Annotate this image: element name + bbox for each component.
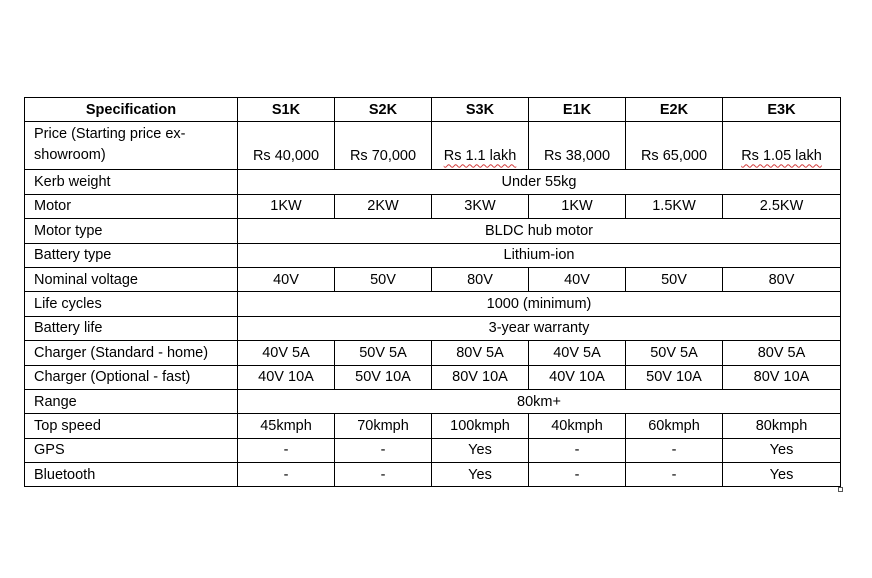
price-s3k [432, 122, 529, 170]
header-specification: Specification [25, 98, 238, 122]
top-speed-s1k: 45kmph [238, 414, 335, 438]
header-model-s1k: S1K [238, 98, 335, 122]
battery-life-value: 3-year warranty [238, 316, 841, 340]
voltage-e3k: 80V [723, 267, 841, 291]
header-model-e2k: E2K [626, 98, 723, 122]
top-speed-e2k: 60kmph [626, 414, 723, 438]
specification-table [24, 97, 841, 487]
charger-standard-e3k: 80V 5A [723, 341, 841, 365]
charger-standard-s3k: 80V 5A [432, 341, 529, 365]
price-e3k [723, 122, 841, 170]
row-top-speed [25, 414, 841, 438]
row-kerb-weight [25, 170, 841, 194]
row-gps [25, 438, 841, 462]
voltage-e1k: 40V [529, 267, 626, 291]
header-model-s2k: S2K [335, 98, 432, 122]
voltage-s2k: 50V [335, 267, 432, 291]
row-battery-type [25, 243, 841, 267]
bluetooth-e3k: Yes [723, 463, 841, 487]
charger-fast-e1k: 40V 10A [529, 365, 626, 389]
motor-e2k: 1.5KW [626, 194, 723, 218]
row-motor [25, 194, 841, 218]
motor-s2k: 2KW [335, 194, 432, 218]
row-label: Battery type [25, 243, 238, 267]
gps-s2k: - [335, 438, 432, 462]
charger-fast-s3k: 80V 10A [432, 365, 529, 389]
header-row [25, 98, 841, 122]
bluetooth-s2k: - [335, 463, 432, 487]
top-speed-e1k: 40kmph [529, 414, 626, 438]
row-label: Top speed [25, 414, 238, 438]
voltage-s3k: 80V [432, 267, 529, 291]
row-label: Range [25, 389, 238, 413]
table-resize-handle[interactable] [838, 487, 843, 492]
charger-standard-s2k: 50V 5A [335, 341, 432, 365]
kerb-weight-value: Under 55kg [238, 170, 841, 194]
row-label: Bluetooth [25, 463, 238, 487]
row-label: GPS [25, 438, 238, 462]
top-speed-e3k: 80kmph [723, 414, 841, 438]
header-model-e3k: E3K [723, 98, 841, 122]
header-model-s3k: S3K [432, 98, 529, 122]
charger-fast-s2k: 50V 10A [335, 365, 432, 389]
row-charger-standard [25, 341, 841, 365]
gps-s1k: - [238, 438, 335, 462]
price-s2k: Rs 70,000 [335, 122, 432, 170]
bluetooth-e2k: - [626, 463, 723, 487]
row-charger-fast [25, 365, 841, 389]
row-label: Motor [25, 194, 238, 218]
charger-fast-e3k: 80V 10A [723, 365, 841, 389]
price-e2k: Rs 65,000 [626, 122, 723, 170]
row-label: Kerb weight [25, 170, 238, 194]
gps-e2k: - [626, 438, 723, 462]
gps-s3k: Yes [432, 438, 529, 462]
bluetooth-s1k: - [238, 463, 335, 487]
header-model-e1k: E1K [529, 98, 626, 122]
charger-fast-e2k: 50V 10A [626, 365, 723, 389]
motor-s3k: 3KW [432, 194, 529, 218]
row-battery-life [25, 316, 841, 340]
voltage-e2k: 50V [626, 267, 723, 291]
charger-standard-s1k: 40V 5A [238, 341, 335, 365]
row-label: Charger (Optional - fast) [25, 365, 238, 389]
bluetooth-s3k: Yes [432, 463, 529, 487]
top-speed-s3k: 100kmph [432, 414, 529, 438]
gps-e3k: Yes [723, 438, 841, 462]
price-e1k: Rs 38,000 [529, 122, 626, 170]
charger-standard-e1k: 40V 5A [529, 341, 626, 365]
top-speed-s2k: 70kmph [335, 414, 432, 438]
charger-standard-e2k: 50V 5A [626, 341, 723, 365]
row-bluetooth [25, 463, 841, 487]
battery-type-value: Lithium-ion [238, 243, 841, 267]
life-cycles-value: 1000 (minimum) [238, 292, 841, 316]
row-label: Life cycles [25, 292, 238, 316]
motor-e1k: 1KW [529, 194, 626, 218]
row-label: Motor type [25, 219, 238, 243]
row-label: Charger (Standard - home) [25, 341, 238, 365]
row-motor-type [25, 219, 841, 243]
gps-e1k: - [529, 438, 626, 462]
motor-e3k: 2.5KW [723, 194, 841, 218]
price-s1k: Rs 40,000 [238, 122, 335, 170]
row-price [25, 122, 841, 170]
bluetooth-e1k: - [529, 463, 626, 487]
motor-s1k: 1KW [238, 194, 335, 218]
row-label: Price (Starting price ex-showroom) [25, 122, 238, 170]
range-value: 80km+ [238, 389, 841, 413]
row-life-cycles [25, 292, 841, 316]
voltage-s1k: 40V [238, 267, 335, 291]
motor-type-value: BLDC hub motor [238, 219, 841, 243]
row-label: Nominal voltage [25, 267, 238, 291]
price-s3k-text: Rs 1.1 lakh [443, 148, 517, 165]
price-e3k-text: Rs 1.05 lakh [741, 148, 822, 165]
row-nominal-voltage [25, 267, 841, 291]
row-range [25, 389, 841, 413]
row-label: Battery life [25, 316, 238, 340]
charger-fast-s1k: 40V 10A [238, 365, 335, 389]
